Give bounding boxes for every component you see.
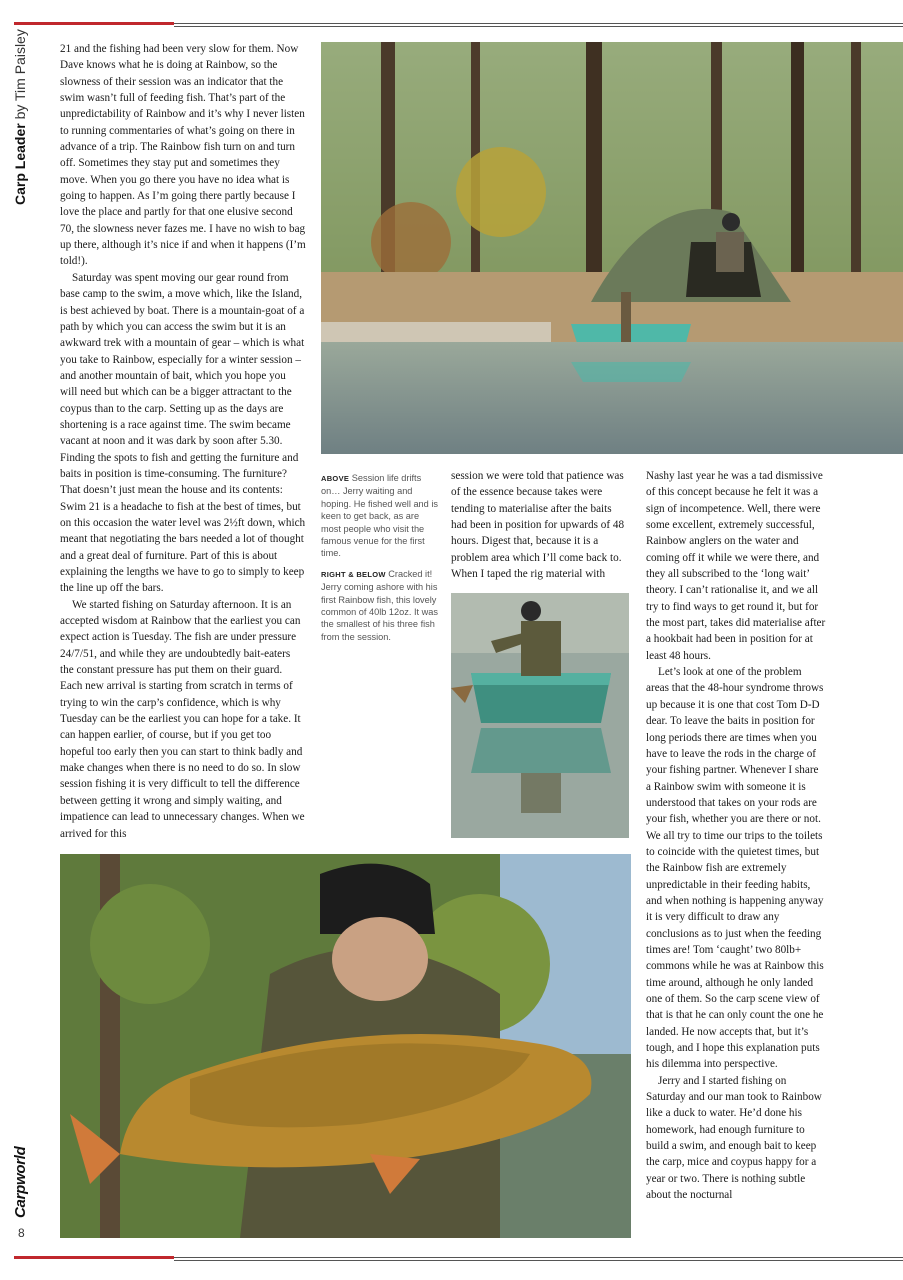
section-label xyxy=(12,25,34,205)
photo-captions xyxy=(321,472,439,651)
caption-right-below xyxy=(321,568,439,643)
byline: by Tim Paisley xyxy=(12,29,28,120)
paragraph: 21 and the fishing had been very slow for them. Now Dave knows what he is doing at Rainbow, so the slowness of their session was an indicator that the swim wasn’t full of feeding fish. That’s part of the unpredictability of Rainbow and it’s why I never listen to running commentaries of what’s going on there in advance of a trip. The Rainbow fish turn on and turn off. Sometimes they stay put and sometimes they move. When you go there you have no idea what is going to happen. As I’m going there partly because I love the place and partly for that one elusive second 70, the slowness never fazes me. I have no wish to bag up there, although it’s nice if and when it happens (I’m told!). xyxy=(60,43,306,268)
caption-tag: ABOVE xyxy=(321,474,350,483)
photo-camp-swim xyxy=(321,42,903,454)
page-number: 8 xyxy=(18,1226,25,1240)
paragraph: Nashy last year he was a tad dismissive of this concept because he felt it was a sign of incompetence. Well, there were some excellent, extremely successful, Rainbow anglers on the water and coming off it while we were there, and they all subscribed to the ‘long wait’ theory. I can’t rationalise it, and we all try to find ways to get round it, but for the most part, takes did materialise after a hookbait had been in position for at least 48 hours. xyxy=(646,470,826,662)
caption-text: Cracked it! Jerry coming ashore with his first Rainbow fish, this lovely common of 40lb 12oz. It was the smallest of his three fish from the session. xyxy=(321,568,438,642)
photo-carp-catch xyxy=(60,854,631,1238)
caption-above xyxy=(321,472,439,560)
paragraph: Let’s look at one of the problem areas that the 48-hour syndrome throws up because it is one that cost Tom D-D dear. To leave the baits in position for long periods there are times when you have to leave the rods in the charge of your fishing partner. Whenever I share a Rainbow swim with someone it is understood that takes on your rods are your fish, whether you are there or not. We all try to time our trips to the toilets to coincide with the quietest times, but the Rainbow fish are extremely unpredictable in their feeding habits, and when nothing is happening anyway it is very difficult to draw any conclusions as to just when the feeding times are! Tom ‘caught’ two 80lb+ commons while he was at Rainbow this time around, although he only landed one of them. So the carp scene view of that is that he can only count the one he landed. He now accepts that, but it’s tough, and I hope this explanation puts his dilemma into perspective. xyxy=(646,666,824,1071)
magazine-name: Carpworld xyxy=(12,1146,29,1218)
caption-tag: RIGHT & BELOW xyxy=(321,569,386,579)
paragraph: Saturday was spent moving our gear round from base camp to the swim, a move which, like the Island, is best achieved by boat. There is a mountain-goat of a path by which you can access the swim but it is an awkward trek with a mountain of gear – which is what you take to Rainbow, especially for a winter session – and another mountain of bait, which you hope you will need but which can be a bigger attractant to the coypus than to the carp. Setting up as the days are shortening is a race against time. The swim became vacant at noon and it was dark by soon after 5.30. Finding the spots to fish and getting the furniture and baits in position is time-consuming. The furniture? That doesn’t just mean the house and its contents: Swim 21 is a headache to fish at the best of times, but on this occasion the water level was 2½ft down, which meant that negotiating the bars needed a lot of thought and a great deal of furniture. Part of this is about explaining the lengths we have to go to simply to keep the line up off the bars. xyxy=(60,271,306,595)
top-rule xyxy=(0,22,903,25)
paragraph: We started fishing on Saturday afternoon. It is an accepted wisdom at Rainbow that the earliest you can expect action is Tuesday. The fish are under pressure 24/7/51, and while they are undoubtedly bait-eaters the constant pressure has put them on their guard. Each new arrival is starting from scratch in terms of trying to win the carp’s confidence, which is why Tuesday can be the earliest you can hope for a take. It can happen earlier, of course, but if you get too hopeful too early then you can start to think badly and make changes when there is no need to do so. In slow session fishing it is very difficult to tell the difference between getting it wrong and simply waiting, and impatience can lead to unnecessary changes. When we arrived for this xyxy=(60,598,305,840)
article-column-3 xyxy=(451,468,629,582)
article-column-1 xyxy=(60,41,306,842)
section-title: Carp Leader xyxy=(12,123,28,205)
bottom-rule xyxy=(0,1256,903,1259)
paragraph: Jerry and I started fishing on Saturday and our man took to Rainbow like a duck to water. He’d done his homework, had enough furniture to build a swim, and enough bait to keep the carp, mice and coypus happy for a year or two. There is nothing subtle about the nocturnal xyxy=(646,1074,822,1202)
article-column-4 xyxy=(646,468,826,1203)
photo-boat-ashore xyxy=(451,593,629,838)
caption-text: Session life drifts on… Jerry waiting and hoping. He fished well and is keen to get back, as are most people who visit the famous venue for the first time. xyxy=(321,473,438,559)
paragraph: session we were told that patience was of the essence because takes were tending to materialise after the baits had been in position for upwards of 48 hours. Digest that, because it is a problem area which I’ll come back to. When I taped the rig material with xyxy=(451,470,625,581)
